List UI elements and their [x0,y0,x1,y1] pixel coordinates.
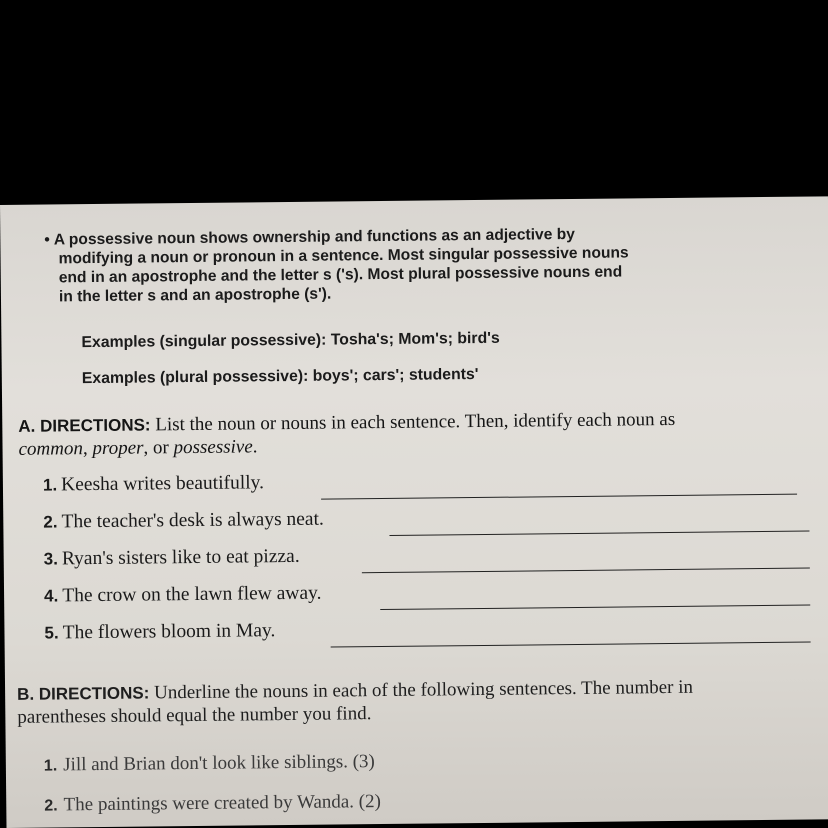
item-text: Ryan's sisters like to eat pizza. [61,545,300,570]
rule-line-3: end in an apostrophe and the letter s ('s). Most plural possessive nouns end [58,263,623,287]
section-a-text: List the noun or nouns in each sentence. Then, identify each noun as [150,408,676,436]
section-a-directions [18,408,675,461]
item-text: The paintings were created by Wanda. (2) [63,791,382,816]
separator: . [252,436,258,458]
separator: , or [143,437,174,459]
possessive-noun-rule [44,224,629,306]
word-possessive: possessive [173,436,253,459]
example-singular: Examples (singular possessive): Tosha's; Mom's; bird's [81,329,500,352]
dark-background [0,0,828,212]
section-b-directions [17,676,693,729]
rule-line-4: in the letter s and an apostrophe (s'). [58,285,332,306]
list-item [43,509,324,534]
word-proper: proper [92,437,144,460]
section-b-text-2: parentheses should equal the number you find. [17,703,372,728]
section-a-label: A. DIRECTIONS: [18,415,151,436]
item-number: 2. [43,512,58,532]
list-item [44,791,381,817]
rule-line-2: modifying a noun or pronoun in a sentence. Most singular possessive nouns [58,244,629,268]
section-b-label: B. DIRECTIONS: [17,683,150,704]
answer-line-1[interactable] [321,494,797,500]
worksheet-page [0,196,828,828]
answer-line-4[interactable] [380,605,810,611]
example-plural: Examples (plural possessive): boys'; cars'; students' [81,365,479,388]
item-number: 5. [44,623,59,643]
list-item [44,583,322,608]
item-text: Keesha writes beautifully. [61,472,265,496]
list-item [44,546,300,571]
section-b-text-1: Underline the nouns in each of the following sentences. The number in [149,676,694,704]
separator: , [82,438,93,460]
list-item [43,472,264,496]
list-item [44,620,275,644]
answer-line-2[interactable] [389,531,809,536]
item-text: The teacher's desk is always neat. [61,508,324,533]
word-common: common [18,438,84,460]
rule-line-1: A possessive noun shows ownership and functions as an adjective by [53,225,575,249]
list-item [44,751,375,776]
item-number: 1. [42,475,58,495]
item-number: 4. [43,586,59,606]
answer-line-3[interactable] [362,568,810,574]
item-text: Jill and Brian don't look like siblings. (3) [63,751,375,776]
item-text: The crow on the lawn flew away. [62,582,322,607]
bullet: • [44,231,50,249]
item-number: 3. [43,549,58,569]
answer-line-5[interactable] [331,642,811,648]
item-number: 1. [43,757,58,775]
item-text: The flowers bloom in May. [62,620,276,644]
item-number: 2. [44,797,58,815]
